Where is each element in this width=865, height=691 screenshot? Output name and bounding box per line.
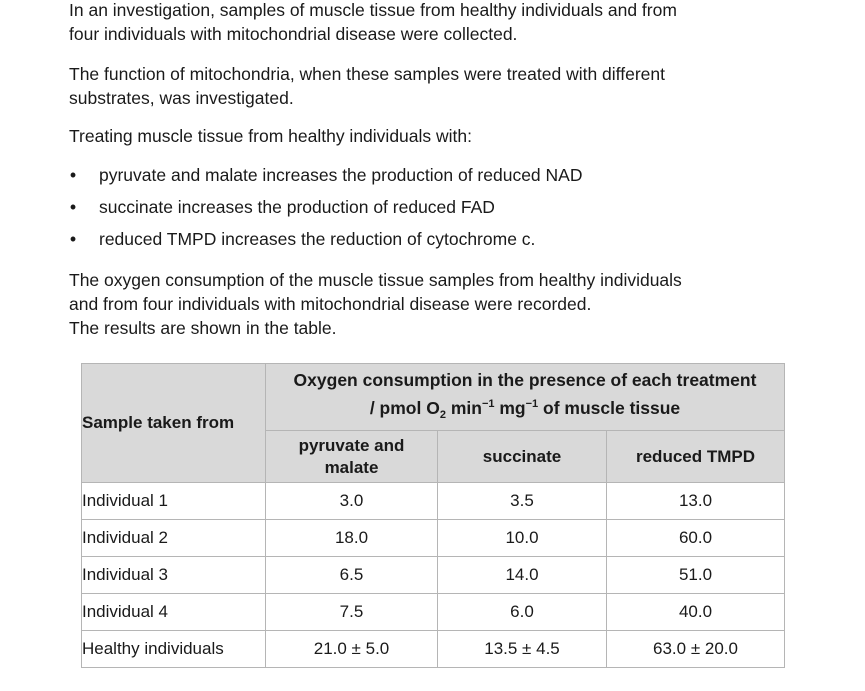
bullet-icon: • (69, 165, 77, 185)
cell-succinate: 13.5 ± 4.5 (438, 631, 607, 668)
function-paragraph (69, 62, 769, 110)
table-row (82, 520, 785, 557)
results-table (81, 363, 785, 668)
sample-header: Sample taken from (82, 364, 266, 483)
bullet-text: pyruvate and malate increases the production of reduced NAD (99, 165, 583, 185)
cell-reduced-tmpd: 13.0 (607, 483, 785, 520)
bullet-icon: • (69, 197, 77, 217)
column-header-pyruvate-malate (266, 431, 438, 483)
header-unit-a: / pmol O (369, 397, 440, 418)
cell-succinate: 3.5 (438, 483, 607, 520)
cell-pyruvate-malate: 21.0 ± 5.0 (266, 631, 438, 668)
cell-reduced-tmpd: 60.0 (607, 520, 785, 557)
oxygen-consumption-header (266, 364, 785, 431)
cell-reduced-tmpd: 63.0 ± 20.0 (607, 631, 785, 668)
table-row (82, 631, 785, 668)
cell-reduced-tmpd: 51.0 (607, 557, 785, 594)
cell-succinate: 10.0 (438, 520, 607, 557)
table-header-row (82, 364, 785, 431)
col1-line-2: malate (324, 457, 379, 477)
cell-pyruvate-malate: 7.5 (266, 594, 438, 631)
header-unit-b: min (445, 397, 482, 418)
cell-pyruvate-malate: 3.0 (266, 483, 438, 520)
header-unit-d: of muscle tissue (538, 397, 681, 418)
header-unit-sup2: −1 (525, 397, 539, 410)
results-line-1: The oxygen consumption of the muscle tissue samples from healthy individuals (69, 270, 682, 290)
cell-succinate: 6.0 (438, 594, 607, 631)
bullet-text: succinate increases the production of reduced FAD (99, 197, 495, 217)
intro-line-1: In an investigation, samples of muscle tissue from healthy individuals and from (69, 0, 677, 20)
intro-line-2: four individuals with mitochondrial disease were collected. (69, 24, 518, 44)
cell-succinate: 14.0 (438, 557, 607, 594)
header-unit-sub: 2 (439, 408, 446, 421)
function-line-2: substrates, was investigated. (69, 88, 294, 108)
header-line-1: Oxygen consumption in the presence of each treatment (293, 369, 757, 390)
cell-pyruvate-malate: 18.0 (266, 520, 438, 557)
cell-pyruvate-malate: 6.5 (266, 557, 438, 594)
col1-line-1: pyruvate and (298, 435, 405, 455)
header-unit-c: mg (494, 397, 526, 418)
table-row (82, 594, 785, 631)
table-row (82, 557, 785, 594)
intro-paragraph (69, 0, 769, 46)
table-row (82, 483, 785, 520)
header-unit-sup1: −1 (481, 397, 495, 410)
bullet-item (69, 227, 582, 259)
treating-paragraph: Treating muscle tissue from healthy individuals with: (69, 126, 472, 146)
column-header-reduced-tmpd: reduced TMPD (607, 431, 785, 483)
row-label: Individual 2 (82, 520, 266, 557)
cell-reduced-tmpd: 40.0 (607, 594, 785, 631)
row-label: Individual 4 (82, 594, 266, 631)
results-line-3: The results are shown in the table. (69, 318, 337, 338)
bullet-item (69, 195, 582, 227)
bullet-text: reduced TMPD increases the reduction of cytochrome c. (99, 229, 536, 249)
treatment-bullet-list (69, 163, 582, 259)
results-line-2: and from four individuals with mitochondrial disease were recorded. (69, 294, 592, 314)
bullet-item (69, 163, 582, 195)
results-paragraph (69, 268, 769, 340)
row-label: Individual 1 (82, 483, 266, 520)
row-label: Individual 3 (82, 557, 266, 594)
function-line-1: The function of mitochondria, when these samples were treated with different (69, 64, 665, 84)
column-header-succinate: succinate (438, 431, 607, 483)
bullet-icon: • (69, 229, 77, 249)
row-label: Healthy individuals (82, 631, 266, 668)
